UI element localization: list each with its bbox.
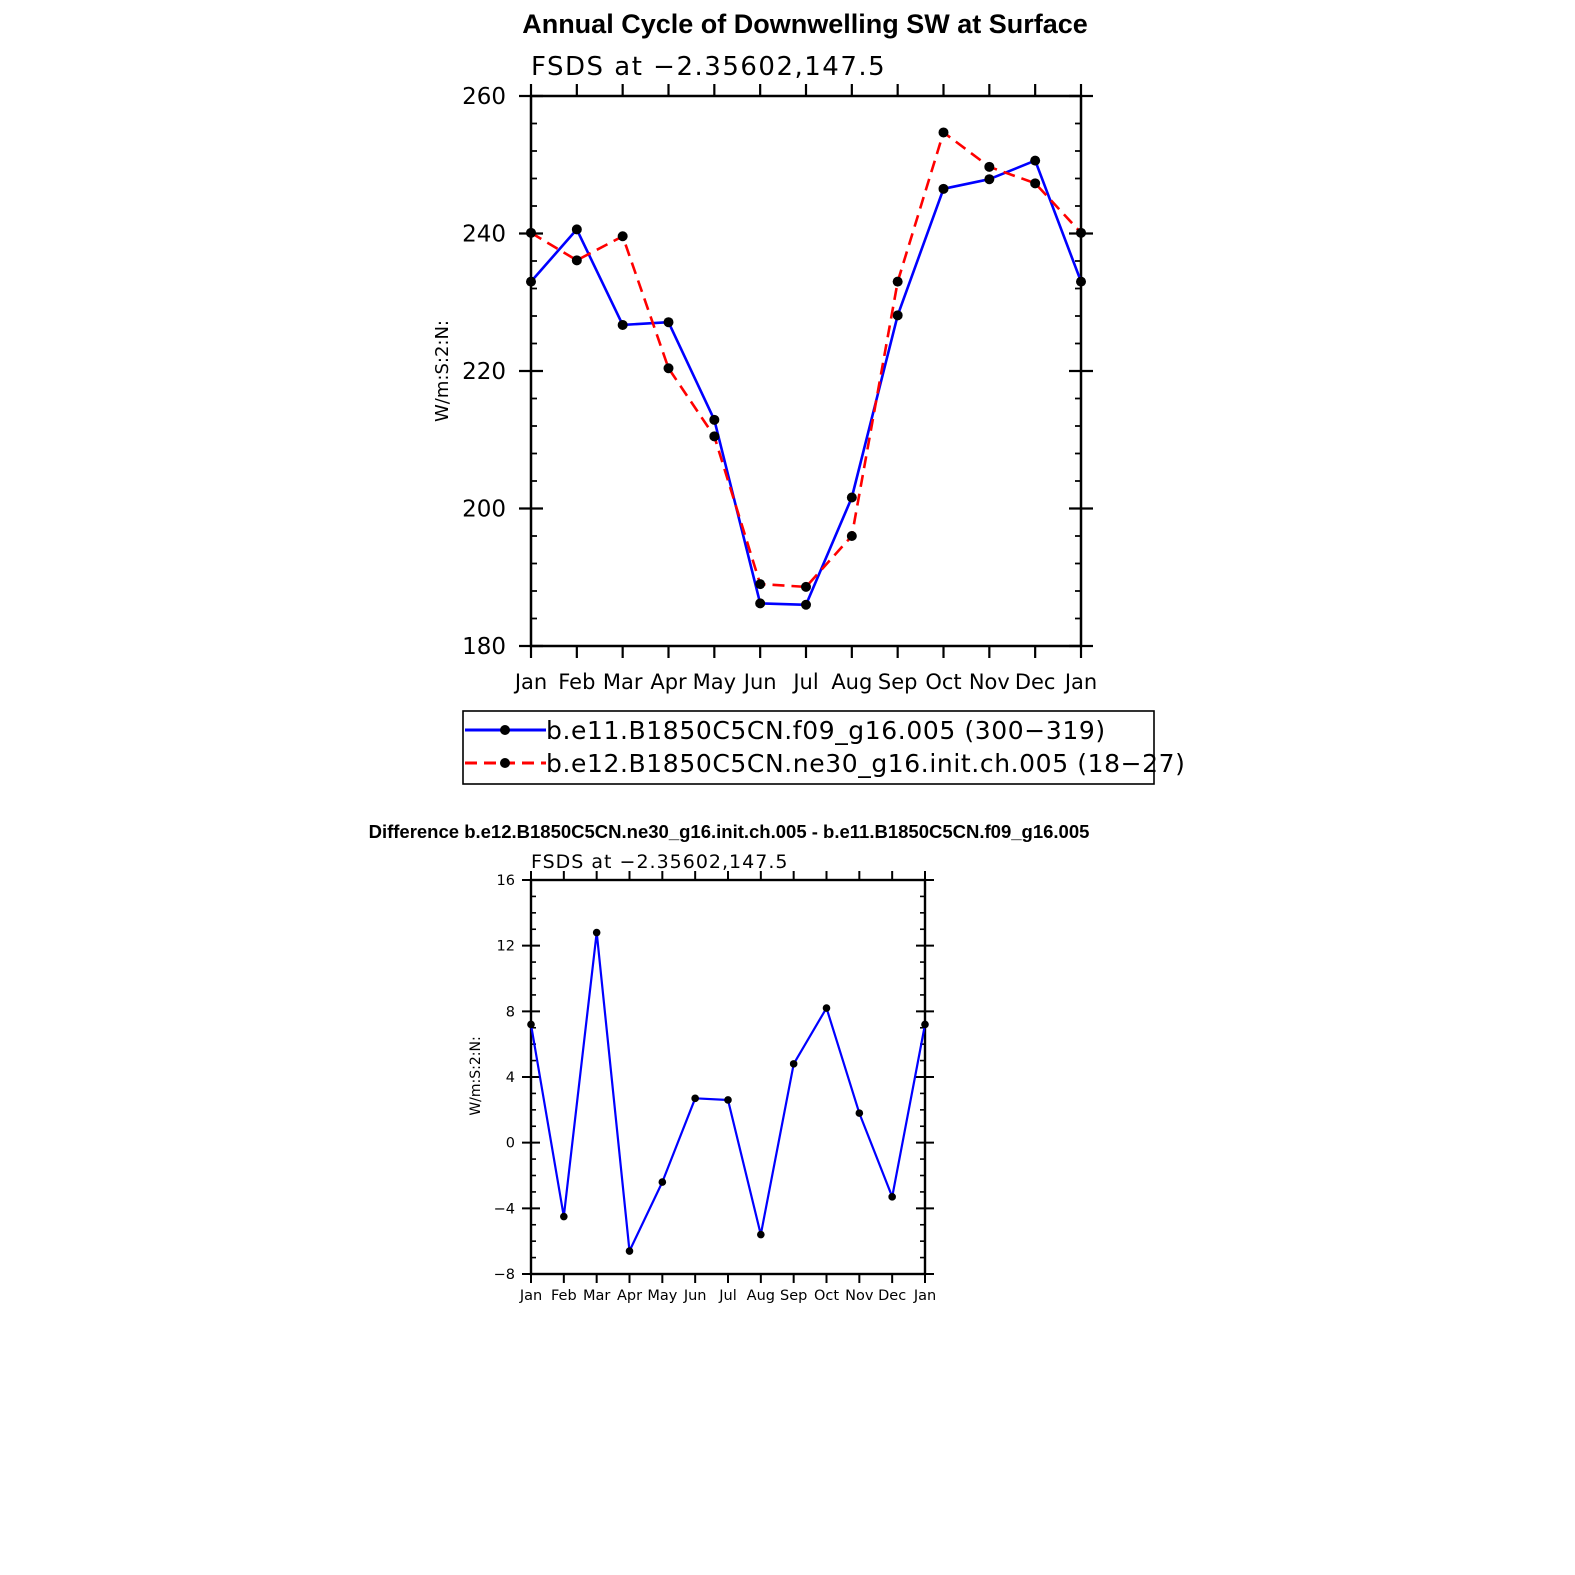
diff-y-tick-label: 4 bbox=[505, 1070, 515, 1086]
top-x-tick-label: Nov bbox=[968, 670, 1010, 694]
top-x-tick-label: Jan bbox=[514, 670, 548, 694]
top-series-1-point bbox=[1030, 156, 1040, 166]
top-series-2-point bbox=[572, 255, 582, 265]
diff-series-1-point bbox=[790, 1060, 798, 1068]
diff-series-1-point bbox=[691, 1095, 699, 1103]
y-axis-label: W/m:S:2:N: bbox=[432, 320, 453, 422]
top-y-tick-label: 260 bbox=[462, 84, 506, 110]
top-x-tick-label: Dec bbox=[1014, 670, 1056, 694]
top-series-2-point bbox=[1076, 228, 1086, 238]
top-x-tick-label: Feb bbox=[558, 670, 596, 694]
difference-subtitle: FSDS at −2.35602,147.5 bbox=[531, 851, 789, 873]
diff-x-tick-label: Jun bbox=[683, 1288, 707, 1304]
diff-series-1-point bbox=[921, 1021, 929, 1029]
diff-series-1-point bbox=[888, 1193, 896, 1201]
diff-x-tick-label: Jan bbox=[913, 1288, 937, 1304]
top-y-tick-label: 180 bbox=[462, 634, 506, 660]
top-series-1-point bbox=[847, 493, 857, 503]
top-series-1-point bbox=[572, 224, 582, 234]
top-series-2-point bbox=[893, 277, 903, 287]
diff-series-1-point bbox=[626, 1247, 634, 1255]
difference-axes bbox=[494, 871, 937, 1304]
legend-marker-series-2 bbox=[500, 758, 510, 768]
top-x-tick-label: Mar bbox=[602, 670, 643, 694]
diff-x-tick-label: Apr bbox=[616, 1288, 643, 1304]
diff-y-tick-label: 8 bbox=[505, 1004, 515, 1021]
top-x-tick-label: Jul bbox=[793, 670, 819, 694]
top-x-tick-label: Jun bbox=[743, 670, 777, 694]
diff-x-tick-label: Jul bbox=[719, 1288, 737, 1304]
top-series-2-point bbox=[709, 431, 719, 441]
annual-cycle-chart bbox=[432, 9, 1097, 694]
diff-series-1-point bbox=[856, 1109, 864, 1117]
top-y-tick-label: 220 bbox=[462, 359, 506, 385]
top-x-tick-label: Sep bbox=[877, 670, 918, 694]
top-x-tick-label: Apr bbox=[650, 670, 687, 694]
diff-series-1-point bbox=[724, 1096, 732, 1104]
top-series-1-point bbox=[939, 184, 949, 194]
top-series-1-point bbox=[618, 320, 628, 330]
chart-title: Annual Cycle of Downwelling SW at Surface bbox=[522, 9, 1088, 39]
top-x-tick-label: Oct bbox=[925, 670, 962, 694]
diff-series-1-point bbox=[823, 1004, 831, 1012]
top-series-2-point bbox=[939, 127, 949, 137]
difference-y-axis-label: W/m:S:2:N: bbox=[468, 1036, 484, 1116]
diff-x-tick-label: Dec bbox=[878, 1288, 907, 1304]
diff-y-tick-label: 12 bbox=[496, 938, 515, 955]
top-series-1-point bbox=[709, 415, 719, 425]
diff-x-tick-label: Sep bbox=[779, 1288, 808, 1304]
top-series-2-point bbox=[664, 363, 674, 373]
top-series-2-point bbox=[755, 579, 765, 589]
top-series-2-line bbox=[531, 132, 1081, 587]
top-series-2-point bbox=[984, 162, 994, 172]
legend-marker-series-1 bbox=[500, 725, 510, 735]
top-series-2-point bbox=[1030, 178, 1040, 188]
top-series-1-point bbox=[893, 310, 903, 320]
diff-plot-frame bbox=[531, 880, 925, 1274]
chart-subtitle: FSDS at −2.35602,147.5 bbox=[531, 52, 887, 82]
diff-y-tick-label: −4 bbox=[493, 1201, 515, 1218]
top-y-tick-label: 200 bbox=[462, 496, 506, 523]
diff-series-1-point bbox=[757, 1231, 765, 1239]
top-series-2-point bbox=[847, 531, 857, 541]
top-series-1-point bbox=[664, 317, 674, 327]
top-x-tick-label: Jan bbox=[1064, 670, 1098, 694]
diff-series-1-point bbox=[593, 929, 601, 937]
top-series-1-point bbox=[526, 277, 536, 287]
top-series-1-point bbox=[755, 598, 765, 608]
diff-series-1-point bbox=[527, 1021, 535, 1029]
difference-title: Difference b.e12.B1850C5CN.ne30_g16.init.ch.005 - b.e11.B1850C5CN.f09_g16.005 bbox=[368, 821, 1090, 842]
top-series-2-point bbox=[618, 231, 628, 241]
legend-label-series-1: b.e11.B1850C5CN.f09_g16.005 (300−319) bbox=[546, 716, 1106, 745]
diff-x-tick-label: Oct bbox=[813, 1288, 840, 1304]
top-series-group bbox=[526, 127, 1086, 609]
legend-label-series-2: b.e12.B1850C5CN.ne30_g16.init.ch.005 (18−27) bbox=[546, 749, 1186, 778]
top-x-tick-label: May bbox=[692, 670, 737, 694]
difference-chart bbox=[369, 821, 1090, 1304]
diff-series-1-line bbox=[531, 933, 925, 1252]
top-series-2-point bbox=[801, 582, 811, 592]
diff-series-1-point bbox=[659, 1178, 667, 1186]
diff-x-tick-label: May bbox=[647, 1288, 678, 1304]
diff-x-tick-label: Jan bbox=[519, 1288, 543, 1304]
diff-x-tick-label: Nov bbox=[845, 1288, 874, 1304]
top-x-tick-label: Aug bbox=[831, 670, 873, 694]
diff-x-tick-label: Aug bbox=[746, 1288, 775, 1304]
top-series-1-point bbox=[801, 600, 811, 610]
top-series-1-point bbox=[1076, 277, 1086, 287]
legend bbox=[463, 711, 1186, 784]
diff-x-tick-label: Mar bbox=[582, 1288, 611, 1304]
diff-series-1-point bbox=[560, 1213, 568, 1221]
difference-series-group bbox=[527, 929, 929, 1255]
top-y-tick-label: 240 bbox=[462, 221, 506, 248]
diff-y-tick-label: 16 bbox=[496, 873, 515, 889]
diff-x-tick-label: Feb bbox=[550, 1288, 577, 1304]
diff-y-tick-label: 0 bbox=[505, 1135, 515, 1152]
top-axes bbox=[462, 84, 1097, 694]
top-plot-frame bbox=[531, 96, 1081, 646]
top-series-1-line bbox=[531, 161, 1081, 605]
top-series-2-point bbox=[526, 228, 536, 238]
top-series-1-point bbox=[984, 174, 994, 184]
diff-y-tick-label: −8 bbox=[493, 1267, 515, 1283]
